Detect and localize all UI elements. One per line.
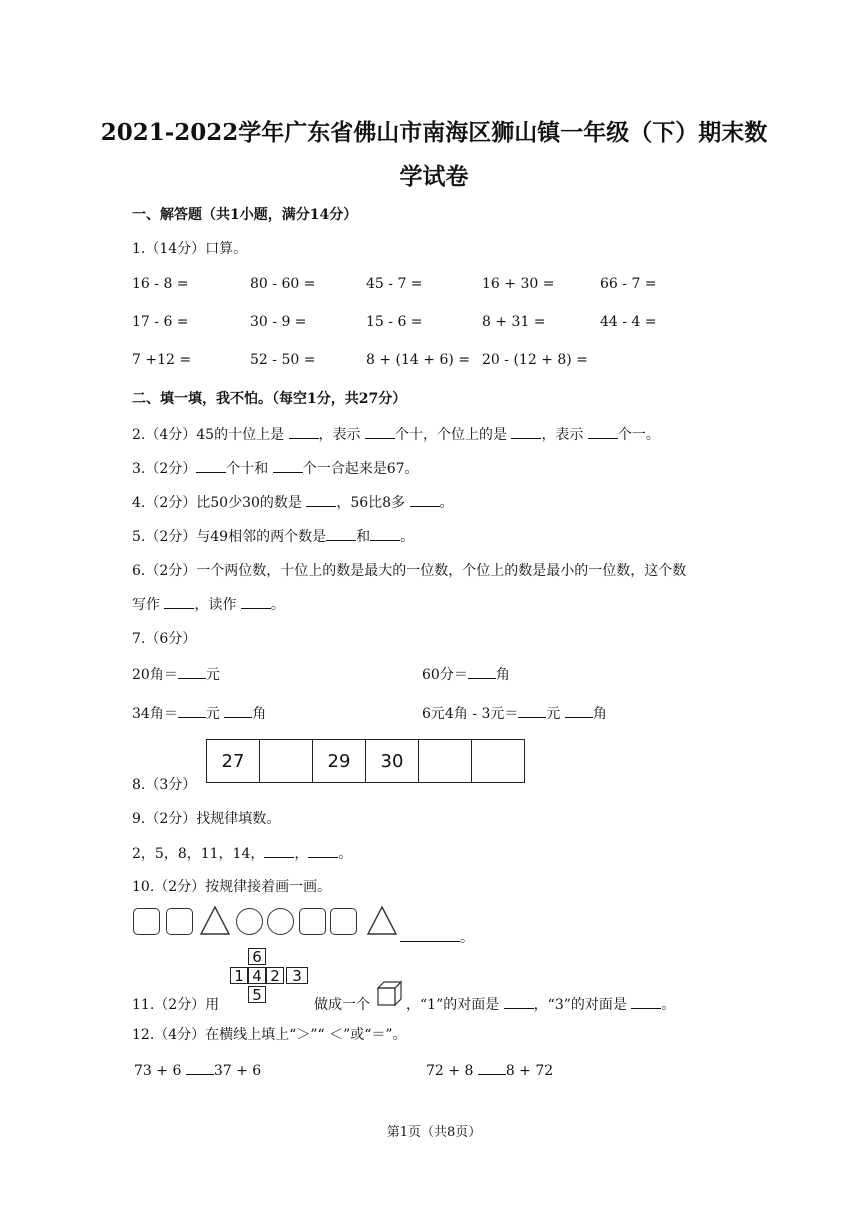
square-shape	[299, 908, 326, 935]
q7-item	[132, 703, 266, 723]
q12-text: 73 + 6	[134, 1063, 186, 1079]
q7-text: 34角＝	[132, 706, 178, 722]
q5-text: 5.（2分）与49相邻的两个数是	[132, 529, 327, 545]
calc-item: 52 - 50 =	[250, 352, 316, 368]
q3-text: 个一合起来是67。	[302, 461, 419, 477]
answer-blank[interactable]	[504, 994, 534, 1009]
calc-item: 15 - 6 =	[366, 314, 423, 330]
section-1-heading: 一、解答题（共1小题，满分14分）	[132, 207, 358, 223]
answer-blank[interactable]	[468, 664, 496, 679]
question-4	[132, 492, 454, 512]
answer-blank[interactable]	[365, 424, 395, 439]
cube-net-face: 6	[248, 948, 266, 965]
q5-text: 和	[356, 529, 371, 545]
q7-item	[422, 664, 510, 684]
answer-blank[interactable]	[164, 594, 194, 609]
title-line-1: 2021-2022学年广东省佛山市南海区狮山镇一年级（下）期末数	[100, 119, 768, 146]
question-6-line-1: 6.（2分）一个两位数，十位上的数是最大的一位数，个位上的数是最小的一位数，这个数	[132, 563, 687, 579]
q7-text: 60分＝	[422, 667, 468, 683]
sequence-cell: 29	[313, 740, 366, 782]
answer-blank[interactable]	[565, 703, 593, 718]
calc-item: 16 - 8 =	[132, 276, 189, 292]
q9-text: 2，5，8，11，14，	[132, 846, 265, 862]
q5-text: 。	[400, 529, 415, 545]
q7-text: 元	[546, 706, 565, 722]
square-shape	[330, 908, 357, 935]
q12-item	[426, 1060, 553, 1079]
calc-item: 16 + 30 =	[482, 276, 555, 292]
q11-text: 做成一个	[314, 997, 370, 1013]
calc-item: 44 - 4 =	[600, 314, 657, 330]
square-shape	[166, 908, 193, 935]
calc-item: 8 + 31 =	[482, 314, 546, 330]
answer-blank[interactable]	[410, 492, 440, 507]
answer-blank[interactable]	[306, 492, 336, 507]
q7-text: 元	[205, 706, 225, 722]
q4-text: 4.（2分）比50少30的数是	[132, 495, 307, 511]
question-9: 9.（2分）找规律填数。	[132, 811, 281, 827]
cube-net-face: 5	[248, 986, 266, 1003]
q9-text: ，	[294, 846, 309, 862]
title-line-2: 学试卷	[399, 163, 469, 190]
calc-item: 17 - 6 =	[132, 314, 189, 330]
q9-text: 。	[338, 846, 353, 862]
page-footer: 第1页（共8页）	[386, 1125, 482, 1140]
q7-text: 20角＝	[132, 667, 178, 683]
q7-item	[132, 664, 220, 684]
answer-blank[interactable]	[224, 703, 252, 718]
answer-blank[interactable]	[478, 1060, 506, 1075]
calc-item: 8 + (14 + 6) =	[366, 352, 470, 368]
q9-sequence	[132, 843, 352, 863]
sequence-cell: 30	[366, 740, 419, 782]
q2-text: 个一。	[617, 427, 660, 443]
calc-item: 66 - 7 =	[600, 276, 657, 292]
question-6-line-2	[132, 594, 285, 614]
question-11-a: 11.（2分）用	[132, 997, 220, 1013]
q12-text: 37 + 6	[213, 1063, 262, 1079]
q3-text: 3.（2分）	[132, 461, 197, 477]
q4-text: 。	[439, 495, 454, 511]
q2-text: 2.（4分）45的十位上是	[132, 427, 289, 443]
q7-item	[422, 703, 607, 723]
triangle-shape	[199, 905, 231, 936]
answer-blank[interactable]	[264, 843, 294, 858]
question-7: 7.（6分）	[132, 631, 197, 647]
q6-text: ，读作	[194, 597, 241, 613]
q12-text: 72 + 8	[426, 1063, 478, 1079]
answer-blank[interactable]	[631, 994, 661, 1009]
question-3	[132, 458, 419, 478]
q12-text: 8 + 72	[505, 1063, 554, 1079]
calc-item: 30 - 9 =	[250, 314, 307, 330]
cube-icon	[376, 980, 404, 1007]
cube-net-face: 4	[248, 967, 266, 984]
answer-blank[interactable]	[178, 703, 206, 718]
q7-text: 角	[252, 706, 267, 722]
cube-net-face: 2	[266, 967, 284, 984]
answer-blank[interactable]	[518, 703, 546, 718]
question-11-c	[406, 994, 675, 1014]
calc-item: 45 - 7 =	[366, 276, 423, 292]
q3-text: 个十和	[226, 461, 273, 477]
question-11-b	[314, 994, 370, 1014]
calc-item: 20 - (12 + 8) =	[482, 352, 588, 368]
question-5	[132, 526, 414, 546]
q6-text: 。	[270, 597, 285, 613]
answer-blank[interactable]	[400, 927, 460, 942]
question-12: 12.（4分）在横线上填上“＞”“ ＜”或“＝”。	[132, 1027, 407, 1043]
q11-text: 。	[661, 997, 676, 1013]
cube-net-face: 3	[286, 967, 308, 984]
question-10: 10.（2分）按规律接着画一画。	[132, 879, 332, 895]
q2-text: ，表示	[318, 427, 365, 443]
answer-blank[interactable]	[588, 424, 618, 439]
answer-blank[interactable]	[241, 594, 271, 609]
answer-blank[interactable]	[326, 526, 356, 541]
calc-item: 80 - 60 =	[250, 276, 316, 292]
q7-text: 元	[205, 667, 220, 683]
square-shape	[133, 908, 160, 935]
q10-text: 。	[460, 930, 474, 946]
number-sequence-boxes	[206, 739, 525, 783]
question-8: 8.（3分）	[132, 777, 197, 793]
q6-text: 写作	[132, 597, 165, 613]
circle-shape	[236, 908, 263, 935]
answer-blank[interactable]	[273, 458, 303, 473]
answer-blank[interactable]	[178, 664, 206, 679]
section-2-heading: 二、填一填，我不怕。（每空1分，共27分）	[132, 391, 407, 407]
sequence-cell-blank[interactable]	[472, 740, 524, 782]
answer-blank[interactable]	[186, 1060, 214, 1075]
question-2	[132, 424, 660, 444]
q7-text: 角	[495, 667, 510, 683]
cube-net-face: 1	[230, 967, 248, 984]
sequence-cell: 27	[207, 740, 260, 782]
circle-shape	[267, 908, 294, 935]
sequence-cell-blank[interactable]	[419, 740, 472, 782]
sequence-cell-blank[interactable]	[260, 740, 313, 782]
answer-blank[interactable]	[196, 458, 226, 473]
q4-text: ，56比8多	[336, 495, 410, 511]
q7-text: 角	[592, 706, 607, 722]
q10-answer	[400, 927, 474, 947]
q2-text: ，表示	[541, 427, 588, 443]
answer-blank[interactable]	[370, 526, 400, 541]
answer-blank[interactable]	[308, 843, 338, 858]
triangle-shape	[366, 905, 398, 936]
q12-item	[134, 1060, 261, 1079]
answer-blank[interactable]	[289, 424, 319, 439]
calc-item: 7 +12 =	[132, 352, 192, 368]
question-1: 1.（14分）口算。	[132, 241, 248, 257]
q11-text: ，“3”的对面是	[533, 997, 632, 1013]
answer-blank[interactable]	[511, 424, 541, 439]
q7-text: 6元4角 - 3元＝	[422, 706, 519, 722]
q11-text: ，“1”的对面是	[406, 997, 504, 1013]
q2-text: 个十，个位上的是	[394, 427, 512, 443]
